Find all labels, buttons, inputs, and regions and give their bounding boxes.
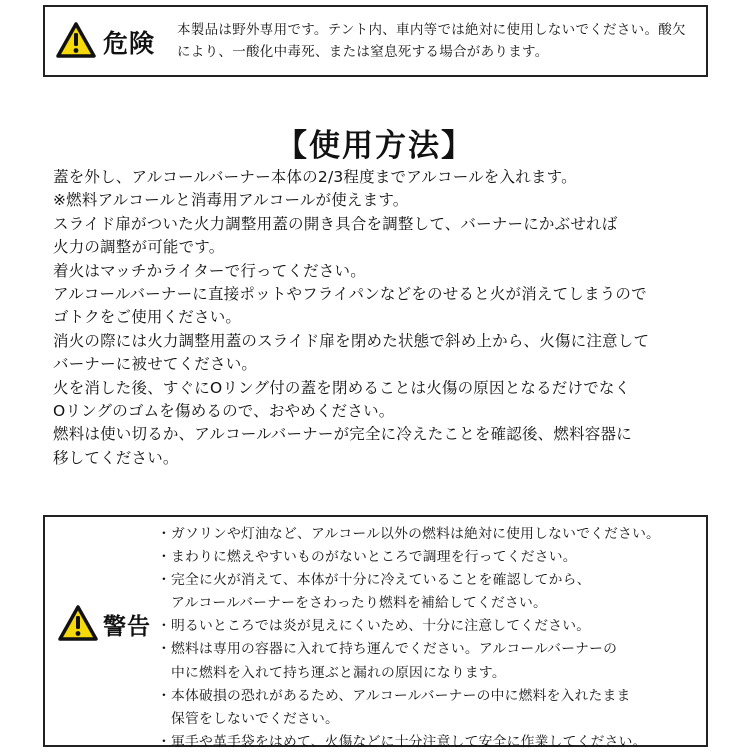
usage-line: 蓋を外し、アルコールバーナー本体の2/3程度までアルコールを入れます。 <box>53 168 577 186</box>
usage-line: ゴトクをご使用ください。 <box>53 308 242 327</box>
danger-notice-box <box>43 5 708 77</box>
usage-instructions <box>53 166 733 470</box>
usage-line: 燃料は使い切るか、アルコールバーナーが完全に冷えたことを確認後、燃料容器に <box>53 425 632 444</box>
usage-line: 火力の調整が可能です。 <box>53 238 225 257</box>
warning-line: ・燃料は専用の容器に入れて持ち運んでください。アルコールバーナーの <box>157 641 618 658</box>
usage-line: バーナーに被せてください。 <box>53 355 258 374</box>
warning-line: ・完全に火が消えて、本体が十分に冷えていることを確認してから、 <box>157 572 591 589</box>
warning-triangle-icon <box>55 21 97 59</box>
warning-line: ・軍手や革手袋をはめて、火傷などに十分注意して安全に作業してください。 <box>157 733 647 750</box>
warning-notice-box <box>43 515 708 750</box>
usage-line: 移してください。 <box>53 448 179 467</box>
warning-line: ・明るいところでは炎が見えにくいため、十分に注意してください。 <box>157 618 591 635</box>
warning-line: ・本体破損の恐れがあるため、アルコールバーナーの中に燃料を入れたまま <box>157 687 631 704</box>
warning-line: アルコールバーナーをさわったり燃料を補給してください。 <box>157 595 547 612</box>
danger-text: 本製品は野外専用です。テント内、車内等では絶対に使用しないでください。酸欠により、一酸化中毒死、または窒息死する場合があります。 <box>177 22 686 60</box>
usage-line: 消火の際には火力調整用蓋のスライド扉を閉めた状態で斜め上から、火傷に注意して <box>53 331 650 350</box>
warning-triangle-icon <box>57 604 99 642</box>
usage-line: アルコールバーナーに直接ポットやフライパンなどをのせると火が消えてしまうので <box>53 285 647 304</box>
usage-line: 火を消した後、すぐにOリング付の蓋を閉めることは火傷の原因となるだけでなく <box>53 378 631 397</box>
usage-line: 着火はマッチかライターで行ってください。 <box>53 261 366 280</box>
warning-line: ・ガソリンや灯油など、アルコール以外の燃料は絶対に使用しないでください。 <box>157 526 661 542</box>
usage-title: 【使用方法】 <box>276 128 474 164</box>
warning-line: 中に燃料を入れて持ち運ぶと漏れの原因になります。 <box>157 664 506 681</box>
warning-list <box>157 523 702 754</box>
warning-line: 保管をしないでください。 <box>157 710 339 727</box>
usage-line: スライド扉がついた火力調整用蓋の開き具合を調整して、バーナーにかぶせれば <box>53 214 618 233</box>
usage-line: ※燃料アルコールと消毒用アルコールが使えます。 <box>53 191 409 210</box>
warning-label: 警告 <box>103 614 151 640</box>
danger-label: 危険 <box>103 29 156 58</box>
usage-line: Oリングのゴムを傷めるので、おやめください。 <box>53 402 395 421</box>
warning-line: ・まわりに燃えやすいものがないところで調理を行ってください。 <box>157 549 577 566</box>
